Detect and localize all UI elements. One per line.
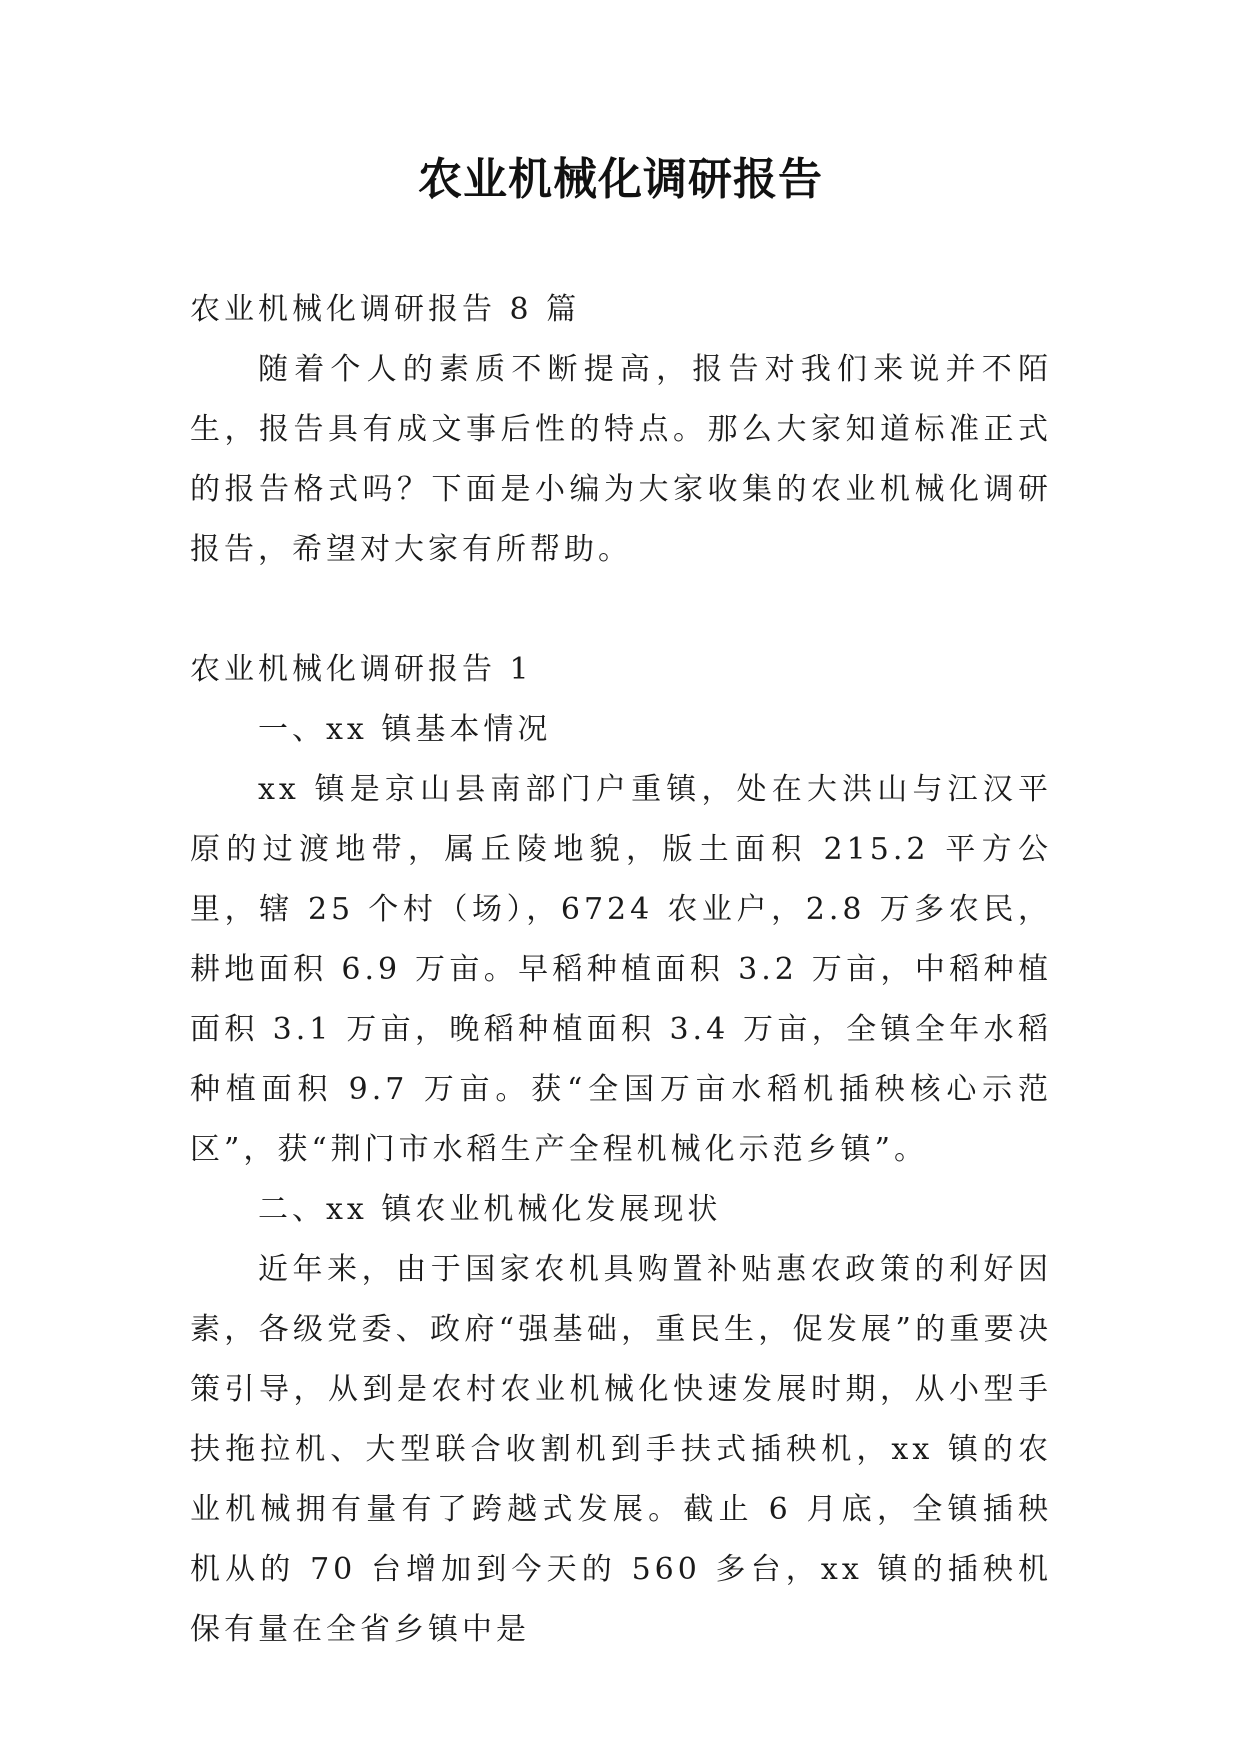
paragraph-gap [190,580,1052,640]
report-heading: 农业机械化调研报告 1 [190,652,533,687]
document-title: 农业机械化调研报告 [418,154,823,205]
subtitle: 农业机械化调研报告 8 篇 [190,292,581,327]
section-heading: 一、xx 镇基本情况 [258,712,552,747]
intro-paragraph: 随着个人的素质不断提高，报告对我们来说并不陌生，报告具有成文事后性的特点。那么大家知道标准正式的报告格式吗？下面是小编为大家收集的农业机械化调研报告，希望对大家有所帮助。 [190,352,1052,567]
document-body [190,280,1052,1660]
section-heading: 二、xx 镇农业机械化发展现状 [258,1192,722,1227]
section-paragraph: 近年来，由于国家农机具购置补贴惠农政策的利好因素，各级党委、政府“强基础，重民生，促发展”的重要决策引导，从到是农村农业机械化快速发展时期，从小型手扶拖拉机、大型联合收割机到手扶式插秧机，xx 镇的农业机械拥有量有了跨越式发展。截止 6 月底，全镇插秧机从的 70 台增加到今天的 560 多台，xx 镇的插秧机保有量在全省乡镇中是 [190,1252,1052,1647]
section-paragraph: xx 镇是京山县南部门户重镇，处在大洪山与江汉平原的过渡地带，属丘陵地貌，版土面积 215.2 平方公里，辖 25 个村（场），6724 农业户，2.8 万多农民，耕地面积 6.9 万亩。早稻种植面积 3.2 万亩，中稻种植面积 3.1 万亩，晚稻种植面积 3.4 万亩，全镇全年水稻种植面积 9.7 万亩。获“全国万亩水稻机插秧核心示范区”，获“荆门市水稻生产全程机械化示范乡镇”。 [190,772,1052,1167]
